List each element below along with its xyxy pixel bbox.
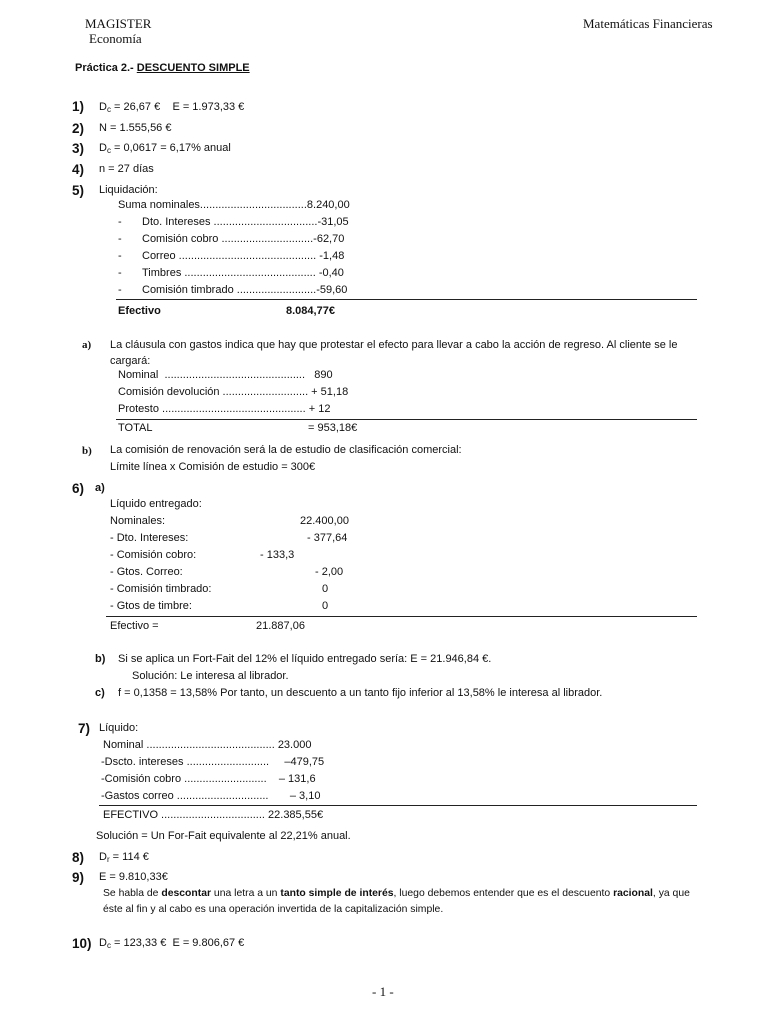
charge-row: Protesto ............................................... + 12 xyxy=(118,403,331,415)
total-divider xyxy=(99,805,697,806)
liquidation-dash: - xyxy=(118,267,122,279)
item-5b-text: Límite línea x Comisión de estudio = 300€ xyxy=(110,461,316,473)
efectivo-label: Efectivo = xyxy=(110,620,159,632)
header-subject-area: Economía xyxy=(89,31,142,46)
item-10-answer: $D_c = 123,33$ € E = 9.806,67 € xyxy=(99,937,245,950)
liquido-label: - Comisión cobro: xyxy=(110,549,197,561)
item-number-5: 5) xyxy=(72,183,85,198)
item-number-2: 2) xyxy=(72,121,85,136)
item-5-label: Liquidación: xyxy=(99,184,158,196)
efectivo-value: 8.084,77€ xyxy=(286,305,335,317)
charge-row: Comisión devolución ............................ + 51,18 xyxy=(118,386,349,398)
item-number-1: 1) xyxy=(72,99,85,114)
liquidation-row: Comisión cobro ..............................-62,70 xyxy=(142,233,345,245)
item-6c-letter: c) xyxy=(95,687,105,699)
liquidation-row: Correo ............................................. -1,48 xyxy=(142,250,345,262)
liquidation-row: Dto. Intereses ..................................-31,05 xyxy=(142,216,349,228)
charge-row: Nominal .............................................. 890 xyxy=(118,369,333,381)
liquidation-dash: - xyxy=(118,216,122,228)
liquido-value: 22.400,00 xyxy=(300,515,349,527)
item-7-efectivo: EFECTIVO .................................. 22.385,55€ xyxy=(103,809,324,821)
liquido-row: -Comisión cobro ........................... – 131,6 xyxy=(101,773,316,785)
liquido-label: - Dto. Intereses: xyxy=(110,532,189,544)
liquidation-row: Comisión timbrado ..........................-59,60 xyxy=(142,284,348,296)
liquido-row: -Dscto. intereses ........................... –479,75 xyxy=(101,756,325,768)
item-6b-letter: b) xyxy=(95,653,106,665)
total-label: TOTAL xyxy=(118,422,153,434)
liquido-label: - Gtos. Correo: xyxy=(110,566,183,578)
total-divider xyxy=(106,616,697,617)
item-8-answer: $D_r = 114$ € xyxy=(99,851,149,864)
total-divider xyxy=(116,419,697,420)
liquido-value: - 2,00 xyxy=(315,566,344,578)
total-divider xyxy=(116,299,697,300)
item-6a-letter: a) xyxy=(95,482,105,494)
item-5b-letter: b) xyxy=(82,445,92,457)
item-7-title: Líquido: xyxy=(99,722,139,734)
item-6b-text: Si se aplica un Fort-Fait del 12% el líquido entregado sería: E = 21.946,84 €. xyxy=(118,653,492,665)
liquidation-dash: - xyxy=(118,250,122,262)
liquido-value: 0 xyxy=(322,583,329,595)
liquido-label: - Gtos de timbre: xyxy=(110,600,192,612)
liquidation-dash: - xyxy=(118,284,122,296)
item-2-answer: N = 1.555,56 € xyxy=(99,122,172,134)
item-3-answer: $D_c = 0,0617 = 6,17\%$ anual xyxy=(99,142,231,155)
header-institution: MAGISTER xyxy=(85,16,152,31)
item-4-answer: n = 27 días xyxy=(99,163,154,175)
liquidation-row: Suma nominales...................................8.240,00 xyxy=(118,199,350,211)
item-number-4: 4) xyxy=(72,162,85,177)
title-prefix: Práctica 2.- xyxy=(75,62,137,74)
liquidation-row: Timbres ........................................... -0,40 xyxy=(142,267,344,279)
item-number-6: 6) xyxy=(72,481,85,496)
efectivo-label: Efectivo xyxy=(118,305,161,317)
total-value: = 953,18€ xyxy=(308,422,358,434)
liquidation-dash: - xyxy=(118,233,122,245)
item-number-8: 8) xyxy=(72,850,85,865)
item-number-10: 10) xyxy=(72,936,92,951)
item-1-answer: $D_c = 26,67$ € E = 1.973,33 € xyxy=(99,101,245,114)
page-number: - 1 - xyxy=(372,984,394,999)
item-number-7: 7) xyxy=(78,721,91,736)
liquido-value: - 133,3 xyxy=(260,549,295,561)
item-7-solution: Solución = Un For-Fait equivalente al 22,21% anual. xyxy=(96,830,351,842)
liquido-value: - 377,64 xyxy=(307,532,348,544)
page-title xyxy=(75,62,250,74)
item-9-answer: E = 9.810,33€ xyxy=(99,871,168,883)
item-5a-text: La cláusula con gastos indica que hay que protestar el efecto para llevar a cabo la acción de regreso. Al cliente se le cargará: xyxy=(110,339,678,367)
item-number-9: 9) xyxy=(72,870,85,885)
liquido-row: -Gastos correo .............................. – 3,10 xyxy=(101,790,321,802)
item-9-explanation: Se habla de descontar una letra a un tanto simple de interés, luego debemos entender que es el descuento racional, ya que éste al fin y al cabo es una operación invertida de la capitalización simple. xyxy=(103,888,690,915)
liquido-row: Nominal .......................................... 23.000 xyxy=(103,739,312,751)
item-number-3: 3) xyxy=(72,141,85,156)
title-main: DESCUENTO SIMPLE xyxy=(136,62,250,74)
header-course: Matemáticas Financieras xyxy=(583,16,713,31)
liquido-value: 0 xyxy=(322,600,329,612)
liquido-label: Nominales: xyxy=(110,515,166,527)
item-6b-solution: Solución: Le interesa al librador. xyxy=(132,670,289,682)
item-5a-letter: a) xyxy=(82,339,92,351)
item-6c-text: f = 0,1358 = 13,58% Por tanto, un descuento a un tanto fijo inferior al 13,58% le interesa al librador. xyxy=(118,687,603,699)
efectivo-value: 21.887,06 xyxy=(256,620,305,632)
liquido-label: - Comisión timbrado: xyxy=(110,583,212,595)
item-5b-text: La comisión de renovación será la de estudio de clasificación comercial: xyxy=(110,444,462,456)
item-6-title: Líquido entregado: xyxy=(110,498,202,510)
